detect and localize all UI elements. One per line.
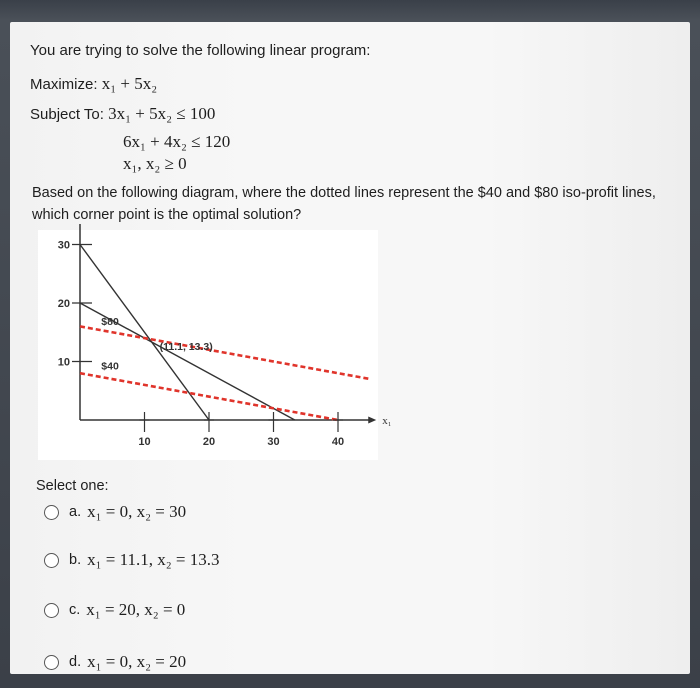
option-a-text: x₁ = 0, x₂ = 30 <box>87 502 187 521</box>
x-tick-label-20: 20 <box>202 436 216 448</box>
option-b-letter: b. <box>69 552 82 568</box>
radio-b[interactable] <box>44 553 59 568</box>
option-c-text: x₁ = 20, x₂ = 0 <box>86 600 186 619</box>
intro-text: You are trying to solve the following linear program: <box>30 42 371 59</box>
constraint-3: x₁, x₂ ≥ 0 <box>123 154 187 173</box>
objective-label: Maximize: <box>30 76 98 93</box>
subject-to-label: Subject To: <box>30 106 104 123</box>
x-tick-label-10: 10 <box>138 436 151 448</box>
constraint-1: 3x₁ + 5x₂ ≤ 100 <box>108 104 216 123</box>
option-d-text: x₁ = 0, x₂ = 20 <box>87 652 187 671</box>
option-a-letter: a. <box>69 504 82 520</box>
option-d-letter: d. <box>69 654 82 670</box>
corner-point-label: (11.1, 13.3) <box>159 341 213 354</box>
iso40-label: $40 <box>101 360 119 373</box>
option-c[interactable] <box>44 600 185 620</box>
y-tick-label-20: 20 <box>57 298 70 310</box>
radio-a[interactable] <box>44 505 59 520</box>
x-tick-label-30: 30 <box>267 436 280 448</box>
x-tick-label-40: 40 <box>331 436 345 448</box>
x-axis-label: x₁ <box>382 415 392 427</box>
radio-d[interactable] <box>44 655 59 670</box>
series-line-1 <box>80 245 209 421</box>
diagram-svg <box>38 230 392 460</box>
constraint-2: 6x₁ + 4x₂ ≤ 120 <box>123 132 231 151</box>
objective-expression: x₁ + 5x₂ <box>101 74 158 93</box>
axes <box>80 224 376 423</box>
option-a[interactable] <box>44 502 186 522</box>
y-tick-label-30: 30 <box>57 239 70 252</box>
option-b-text: x₁ = 11.1, x₂ = 13.3 <box>87 550 220 569</box>
question-text: Based on the following diagram, where the dotted lines represent the $40 and $80 iso-profit lines, which corner point is the optimal solution? <box>32 185 656 223</box>
option-d[interactable] <box>44 652 186 672</box>
objective-line <box>30 74 157 94</box>
x-axis-arrow <box>368 417 376 424</box>
iso-profit-diagram <box>38 230 392 460</box>
constraint-line-1 <box>30 104 215 124</box>
select-one-label: Select one: <box>36 478 109 494</box>
series-layer <box>80 245 370 421</box>
series-line-2 <box>80 326 370 379</box>
y-tick-label-10: 10 <box>57 356 70 369</box>
radio-c[interactable] <box>44 603 59 618</box>
option-c-letter: c. <box>69 602 81 618</box>
iso80-label: $80 <box>101 316 119 329</box>
option-b[interactable] <box>44 550 220 570</box>
